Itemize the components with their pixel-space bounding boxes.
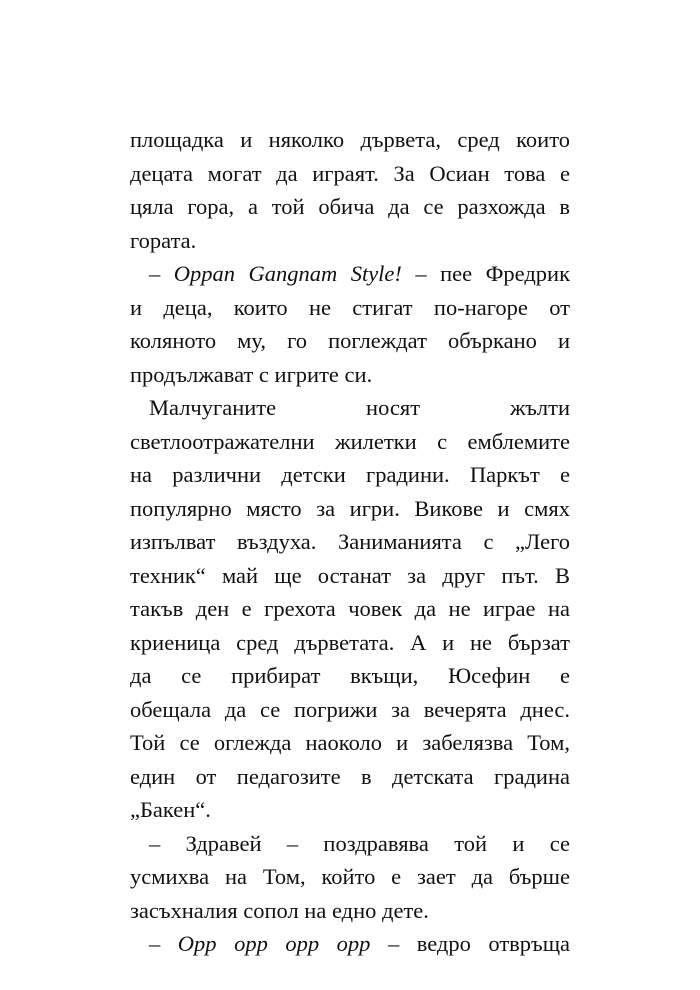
line-text: – пее Фредрик — [401, 261, 571, 286]
text-line: на различни детски градини. Паркът е — [130, 462, 570, 487]
text-line: площадка и няколко дървета, сред които — [130, 127, 570, 152]
dash: – — [149, 261, 174, 286]
text-line: засъхналия сопол на едно дете. — [130, 897, 429, 923]
text-line: Той се оглежда наоколо и забелязва Том, — [130, 730, 570, 755]
text-line — [130, 927, 570, 961]
italic-phrase: Oppan Gangnam Style! — [173, 261, 402, 286]
line-text: – ведро отвръща — [370, 931, 570, 956]
text-line: гората. — [130, 227, 197, 253]
text-line: изпълват въздуха. Заниманията с „Лего — [130, 529, 570, 554]
text-line: усмихва на Том, който е зает да бърше — [130, 864, 570, 889]
text-line: цяла гора, а той обича да се разхожда в — [130, 194, 570, 219]
text-line — [130, 257, 570, 291]
text-line: техник“ май ще останат за друг път. В — [130, 562, 570, 588]
text-line: да се прибират вкъщи, Юсефин е — [130, 663, 570, 688]
paragraph — [130, 927, 570, 961]
paragraph — [130, 123, 570, 257]
text-line: светлоотражателни жилетки с емблемите — [130, 428, 570, 454]
dash: – — [149, 931, 178, 956]
text-line: – Здравей – поздравява той и се — [149, 830, 570, 856]
text-line: един от педагозите в детската градина — [130, 763, 570, 789]
text-line: продължават с игрите си. — [130, 361, 373, 387]
text-line: криеница сред дърветата. А и не бързат — [130, 629, 570, 655]
paragraph — [130, 391, 570, 827]
text-line: „Бакен“. — [130, 797, 211, 822]
text-line: и деца, които не стигат по-нагоре от — [130, 294, 570, 320]
italic-phrase: Opp opp opp opp — [177, 931, 371, 956]
text-line: обещала да се погрижи за вечерята днес. — [130, 696, 570, 722]
text-line: популярно място за игри. Викове и смях — [130, 495, 570, 521]
text-line: такъв ден е грехота човек да не играе на — [130, 596, 570, 621]
body-text — [130, 123, 570, 961]
paragraph — [130, 827, 570, 928]
paragraph — [130, 257, 570, 391]
text-line: децата могат да играят. За Осиан това е — [130, 160, 570, 186]
text-line: Малчуганите носят жълти — [149, 395, 570, 420]
text-line: коляното му, го поглеждат объркано и — [130, 328, 570, 353]
